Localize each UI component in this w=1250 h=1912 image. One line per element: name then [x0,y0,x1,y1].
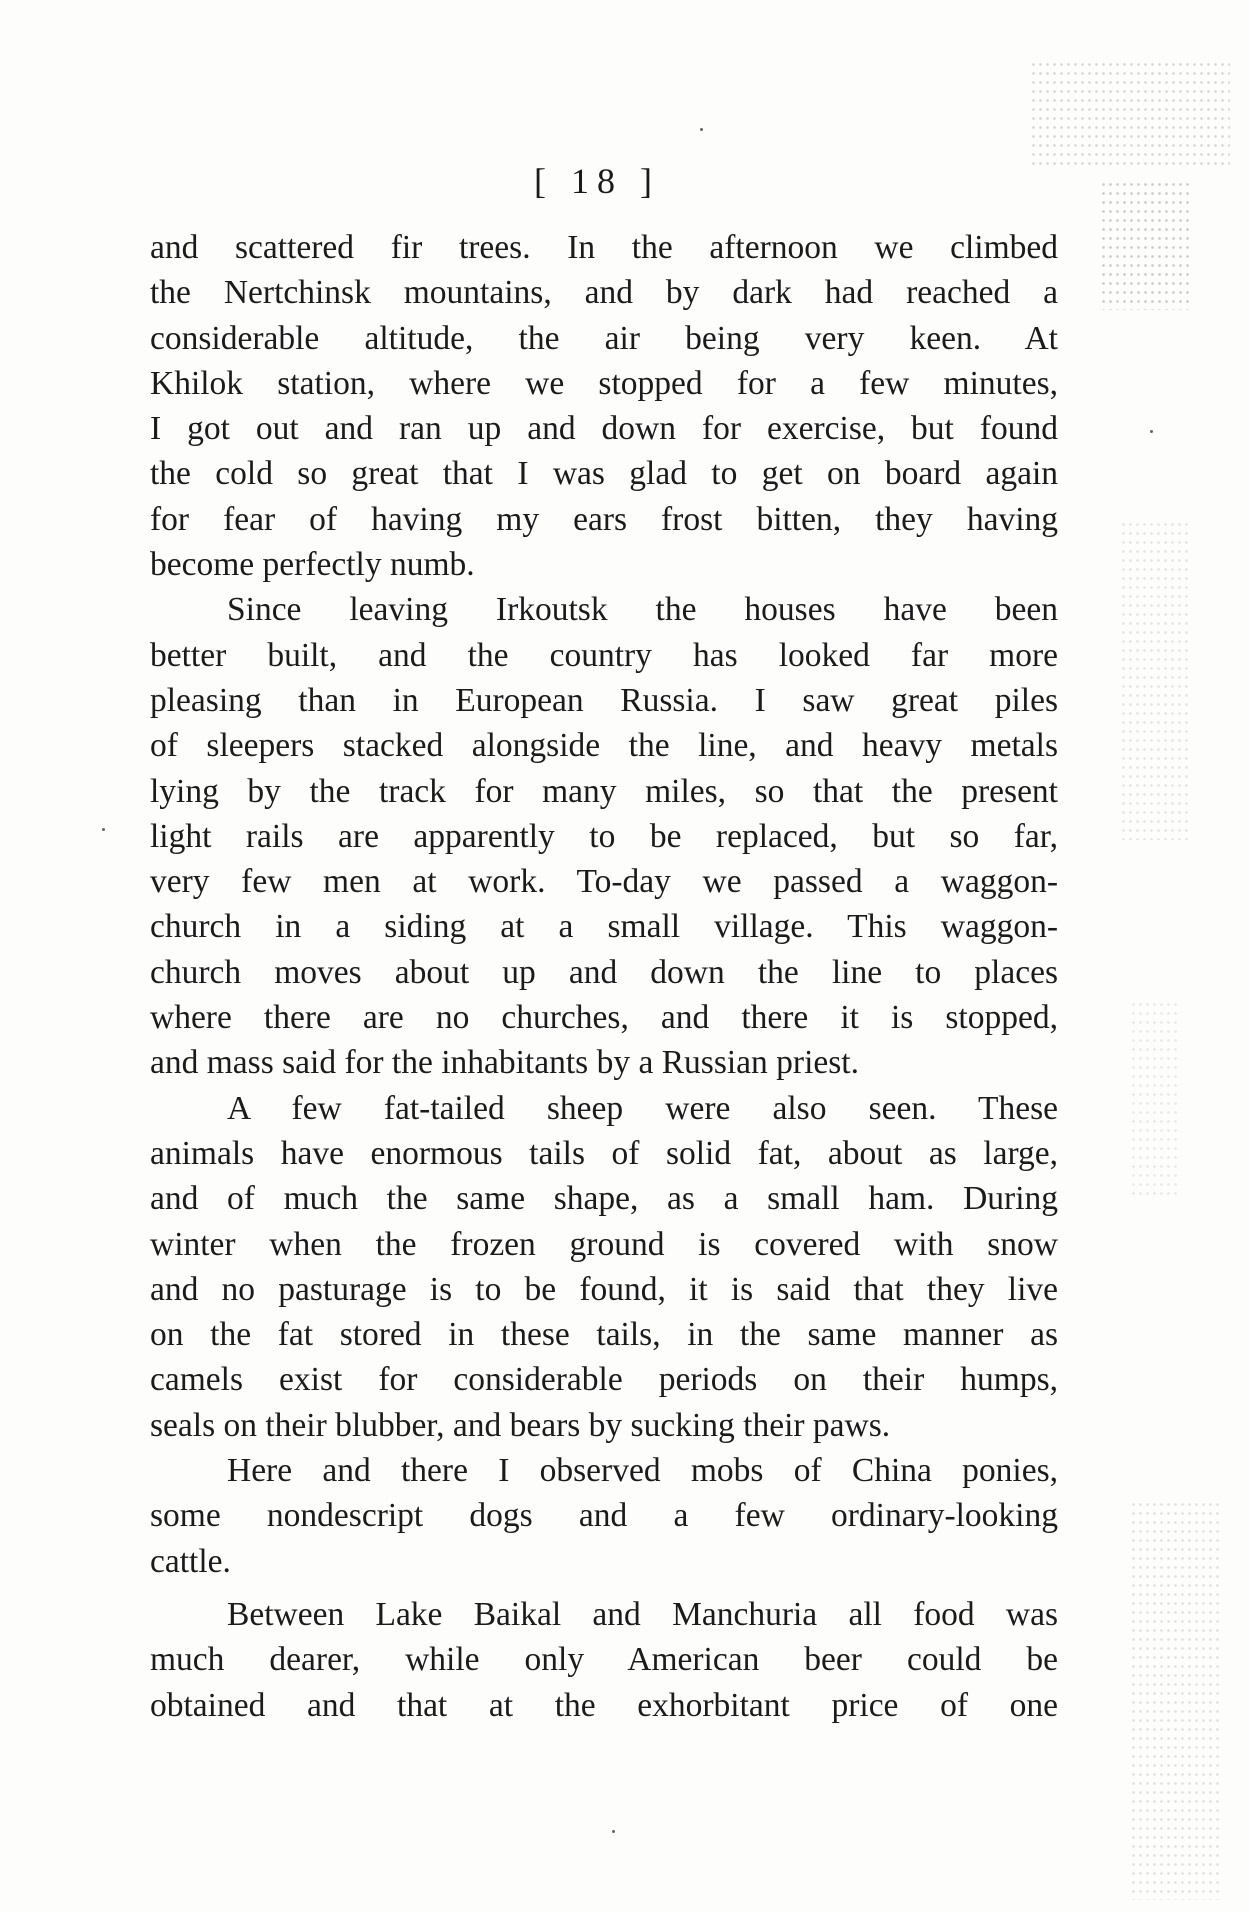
text-line: church moves about up and down the line to places [150,953,1058,991]
scan-speck [102,828,105,831]
text-line: very few men at work. To-day we passed a waggon- [150,863,1058,901]
text-line: I got out and ran up and down for exercise, but found [150,410,1058,448]
text-line: light rails are apparently to be replaced, but so far, [150,817,1058,855]
text-line: become perfectly numb. [150,546,475,584]
text-line: considerable altitude, the air being very keen. At [150,319,1058,357]
text-line: some nondescript dogs and a few ordinary-looking [150,1497,1058,1535]
page-number: [ 18 ] [534,161,660,201]
text-line: and scattered fir trees. In the afternoon we climbed [150,229,1058,266]
text-line: Between Lake Baikal and Manchuria all food was [227,1595,1058,1633]
text-line: where there are no churches, and there it is stopped, [150,999,1058,1037]
scan-noise-bottom [1130,1500,1220,1900]
text-line: for fear of having my ears frost bitten, they having [150,500,1058,538]
scan-speck [700,128,703,131]
text-line: Since leaving Irkoutsk the houses have been [227,591,1058,629]
text-line: animals have enormous tails of solid fat, about as large, [150,1134,1058,1172]
text-line: and mass said for the inhabitants by a Russian priest. [150,1044,859,1082]
text-line: on the fat stored in these tails, in the same manner as [150,1316,1058,1354]
text-line: and no pasturage is to be found, it is said that they live [150,1270,1058,1308]
text-line: church in a siding at a small village. This waggon- [150,908,1058,946]
text-line: much dearer, while only American beer could be [150,1641,1058,1679]
text-line: A few fat-tailed sheep were also seen. These [227,1089,1058,1127]
scan-noise-upper [1100,180,1190,310]
text-line: pleasing than in European Russia. I saw great piles [150,681,1058,719]
text-line: seals on their blubber, and bears by sucking their paws. [150,1406,891,1444]
scan-noise-top [1030,60,1230,170]
text-line: obtained and that at the exhorbitant price of one [150,1686,1058,1724]
text-line: Here and there I observed mobs of China ponies, [227,1452,1058,1490]
text-line: winter when the frozen ground is covered with snow [150,1225,1058,1263]
text-line: the Nertchinsk mountains, and by dark had reached a [150,274,1058,312]
text-line: the cold so great that I was glad to get on board again [150,455,1058,493]
body-text [150,225,1058,1728]
text-line: lying by the track for many miles, so that the present [150,772,1058,810]
scan-noise-lower [1130,1000,1180,1200]
scan-speck [612,1830,615,1833]
paragraph-gap [150,1584,1058,1592]
text-line: Khilok station, where we stopped for a few minutes, [150,364,1058,402]
text-line: and of much the same shape, as a small ham. During [150,1180,1058,1218]
scan-noise-middle [1120,520,1190,840]
text-line: camels exist for considerable periods on their humps, [150,1361,1058,1399]
text-line: better built, and the country has looked far more [150,636,1058,674]
scan-speck [1150,430,1153,433]
text-line: cattle. [150,1542,231,1580]
text-line: of sleepers stacked alongside the line, and heavy metals [150,727,1058,765]
